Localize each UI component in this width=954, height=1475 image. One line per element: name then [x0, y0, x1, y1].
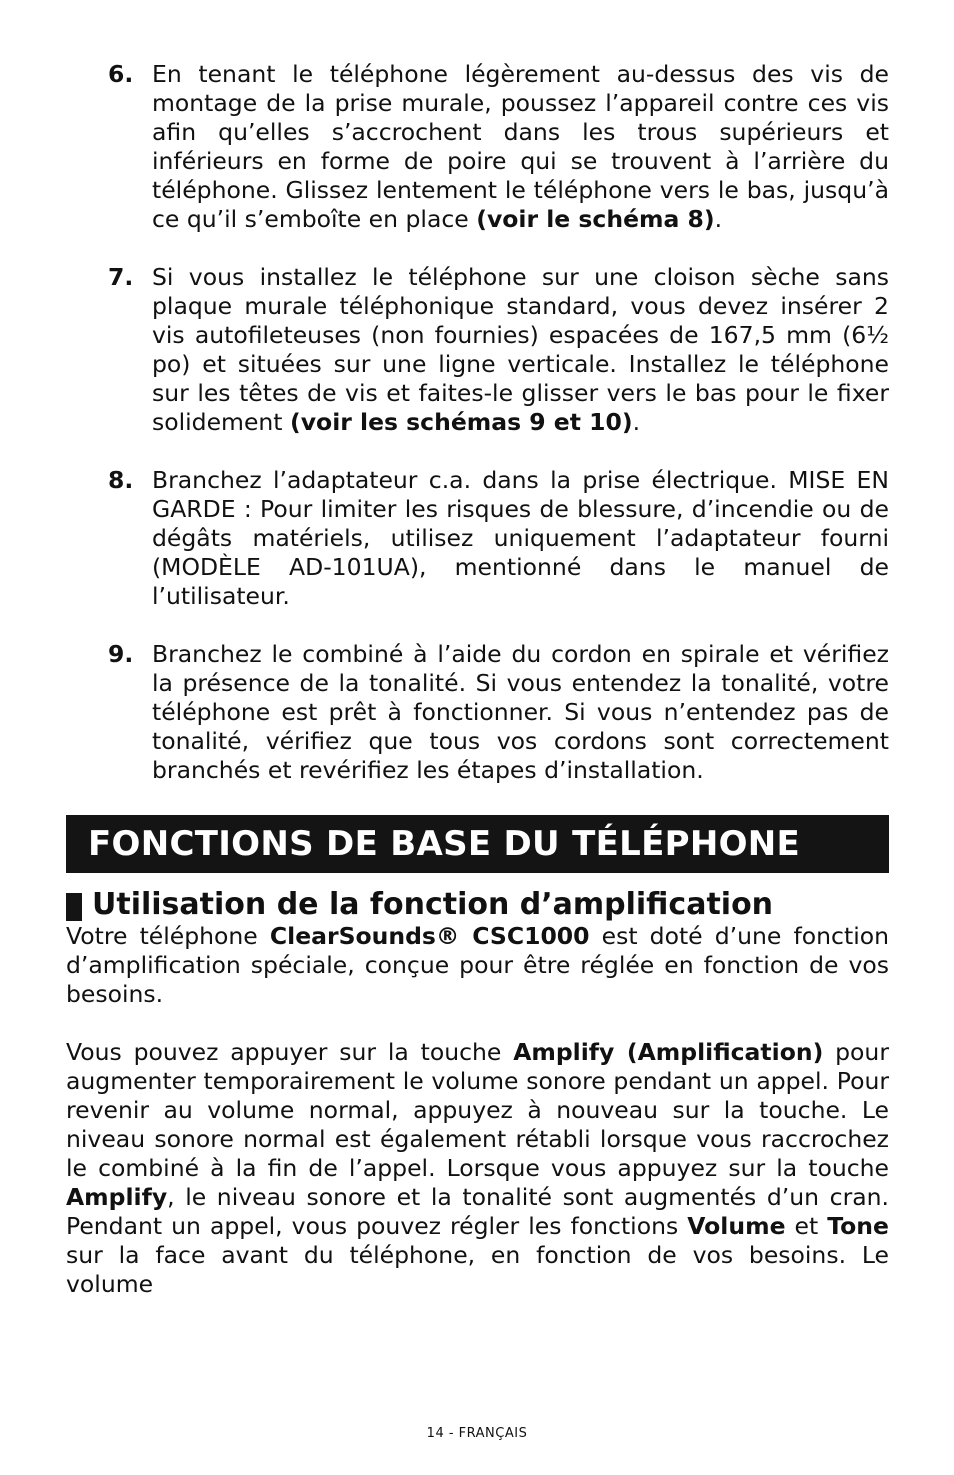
body-paragraph: [66, 1038, 889, 1299]
text-run: pour augmenter temporairement le volume sonore pendant un appel. Pour revenir au volume normal, appuyez à nouveau sur la touche. Le niveau sonore normal est également rétabli lorsque vous raccrochez le combiné à la fin de l’appel. Lorsque vous appuyez sur la touche: [66, 1038, 889, 1182]
text-run: En tenant le téléphone légèrement au-dessus des vis de montage de la prise murale, poussez l’appareil contre ces vis afin qu’elles s’accrochent dans les trous supérieurs et inférieurs en forme de poire qui se trouvent à l’arrière du téléphone. Glissez lentement le téléphone vers le bas, jusqu’à ce qu’il s’emboîte en place: [152, 60, 889, 233]
step-text: [152, 60, 889, 234]
step-number: 8.: [108, 466, 134, 494]
text-run: et: [785, 1212, 828, 1240]
text-run: .: [632, 408, 641, 436]
section-marker-icon: [66, 893, 82, 921]
text-run: sur la face avant du téléphone, en fonction de vos besoins. Le volume: [66, 1241, 889, 1298]
step-text: [152, 466, 889, 611]
section-banner: FONCTIONS DE BASE DU TÉLÉPHONE: [66, 815, 889, 873]
page-footer: 14 - FRANÇAIS: [426, 1426, 528, 1441]
text-run: Vous pouvez appuyer sur la touche: [66, 1038, 514, 1066]
subheading: [66, 888, 889, 922]
list-item: [66, 60, 889, 234]
text-run: est doté d’une fonction d’amplification spéciale, conçue pour être réglée en fonction de vos besoins.: [66, 922, 889, 1008]
text-run: Branchez le combiné à l’aide du cordon en spirale et vérifiez la présence de la tonalité. Si vous entendez la tonalité, votre téléphone est prêt à fonctionner. Si vous n’entendez pas de tonalité, vérifiez que tous vos cordons sont correctement branchés et revérifiez les étapes d’installation.: [152, 640, 889, 784]
bold-run: ClearSounds® CSC1000: [269, 922, 590, 950]
bold-run: (voir le schéma 8): [476, 205, 715, 233]
text-run: , le niveau sonore et la tonalité sont augmentés d’un cran. Pendant un appel, vous pouvez régler les fonctions: [66, 1183, 889, 1240]
bold-run: Tone: [827, 1212, 889, 1240]
step-number: 6.: [108, 60, 134, 88]
text-run: Si vous installez le téléphone sur une cloison sèche sans plaque murale téléphonique standard, vous devez insérer 2 vis autofileteuses (non fournies) espacées de 167,5 mm (6½ po) et situées sur une ligne verticale. Installez le téléphone sur les têtes de vis et faites-le glisser vers le bas pour le fixer solidement: [152, 263, 889, 436]
body-paragraph: [66, 922, 889, 1009]
steps-list: [66, 60, 889, 785]
step-number: 7.: [108, 263, 134, 291]
text-run: .: [714, 205, 723, 233]
bold-run: Amplify (Amplification): [513, 1038, 824, 1066]
subheading-text: Utilisation de la fonction d’amplification: [92, 887, 774, 922]
list-item: [66, 466, 889, 611]
list-item: [66, 263, 889, 437]
bold-run: (voir les schémas 9 et 10): [289, 408, 633, 436]
bold-run: Amplify: [66, 1183, 168, 1211]
page-content: [66, 60, 889, 1328]
list-item: [66, 640, 889, 785]
step-text: [152, 640, 889, 785]
step-text: [152, 263, 889, 437]
bold-run: Volume: [687, 1212, 786, 1240]
text-run: Votre téléphone: [66, 922, 270, 950]
text-run: Branchez l’adaptateur c.a. dans la prise électrique. MISE EN GARDE : Pour limiter les risques de blessure, d’incendie ou de dégâts matériels, utilisez uniquement l’adaptateur fourni (MODÈLE AD-101UA), mentionné dans le manuel de l’utilisateur.: [152, 466, 889, 610]
step-number: 9.: [108, 640, 134, 668]
